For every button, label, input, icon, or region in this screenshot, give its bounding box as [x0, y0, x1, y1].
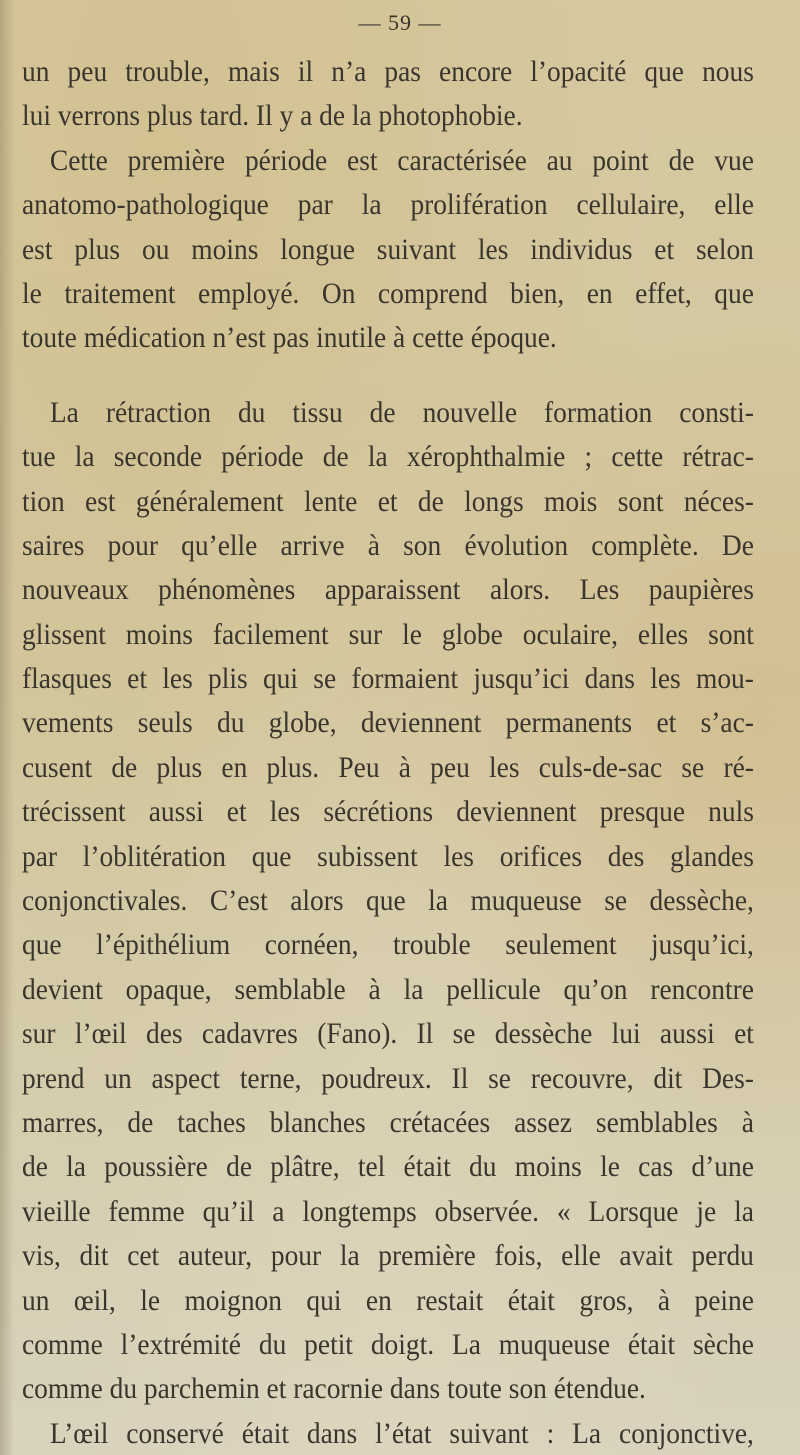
- text-line: conjonctivales. C’est alors que la muqueuse se dessèche,: [22, 885, 754, 918]
- text-line: nouveaux phénomènes apparaissent alors. Les paupières: [22, 574, 754, 607]
- text-line: le traitement employé. On comprend bien, en effet, que: [22, 277, 754, 310]
- text-line: comme du parchemin et racornie dans toute son étendue.: [22, 1373, 646, 1406]
- page-binding-shadow: [0, 0, 14, 1455]
- text-line: anatomo-pathologique par la prolifération cellulaire, elle: [22, 189, 754, 222]
- text-line: vements seuls du globe, deviennent permanents et s’ac-: [22, 707, 754, 740]
- text-line: La rétraction du tissu de nouvelle formation consti-: [49, 396, 754, 429]
- text-line: L’œil conservé était dans l’état suivant : La conjonctive,: [49, 1417, 754, 1450]
- text-line: trécissent aussi et les sécrétions deviennent presque nuls: [22, 796, 754, 829]
- text-line: est plus ou moins longue suivant les individus et selon: [22, 233, 754, 266]
- text-line: lui verrons plus tard. Il y a de la photophobie.: [22, 100, 523, 133]
- text-line: devient opaque, semblable à la pellicule qu’on rencontre: [22, 973, 754, 1006]
- text-line: flasques et les plis qui se formaient jusqu’ici dans les mou-: [22, 663, 754, 696]
- paragraph: [22, 1412, 754, 1455]
- text-line: de la poussière de plâtre, tel était du moins le cas d’une: [22, 1151, 754, 1184]
- body-text: [22, 50, 754, 1455]
- paragraph: [22, 139, 754, 361]
- text-line: cusent de plus en plus. Peu à peu les culs-de-sac se ré-: [22, 751, 754, 784]
- text-line: vis, dit cet auteur, pour la première fois, elle avait perdu: [22, 1240, 754, 1273]
- text-line: par l’oblitération que subissent les orifices des glandes: [22, 840, 754, 873]
- text-line: un peu trouble, mais il n’a pas encore l’opacité que nous: [22, 56, 754, 88]
- paragraph: [22, 391, 754, 1412]
- text-line: tion est généralement lente et de longs mois sont néces-: [22, 485, 754, 518]
- text-line: que l’épithélium cornéen, trouble seulement jusqu’ici,: [22, 929, 754, 962]
- text-line: toute médication n’est pas inutile à cette époque.: [22, 322, 557, 355]
- text-line: prend un aspect terne, poudreux. Il se recouvre, dit Des-: [22, 1062, 754, 1095]
- text-line: marres, de taches blanches crétacées assez semblables à: [22, 1106, 754, 1139]
- text-line: un œil, le moignon qui en restait était gros, à peine: [22, 1284, 754, 1317]
- text-line: glissent moins facilement sur le globe oculaire, elles sont: [22, 618, 754, 651]
- paragraph-spacer: [22, 361, 754, 391]
- paragraph: [22, 50, 754, 139]
- text-line: tue la seconde période de la xérophthalmie ; cette rétrac-: [22, 441, 754, 474]
- text-line: sur l’œil des cadavres (Fano). Il se dessèche lui aussi et: [22, 1018, 754, 1051]
- text-line: comme l’extrémité du petit doigt. La muqueuse était sèche: [22, 1328, 754, 1361]
- page-number: — 59 —: [358, 10, 442, 35]
- text-line: vieille femme qu’il a longtemps observée. « Lorsque je la: [22, 1195, 754, 1228]
- text-line: Cette première période est caractérisée au point de vue: [49, 144, 754, 177]
- text-line: saires pour qu’elle arrive à son évolution complète. De: [22, 529, 754, 562]
